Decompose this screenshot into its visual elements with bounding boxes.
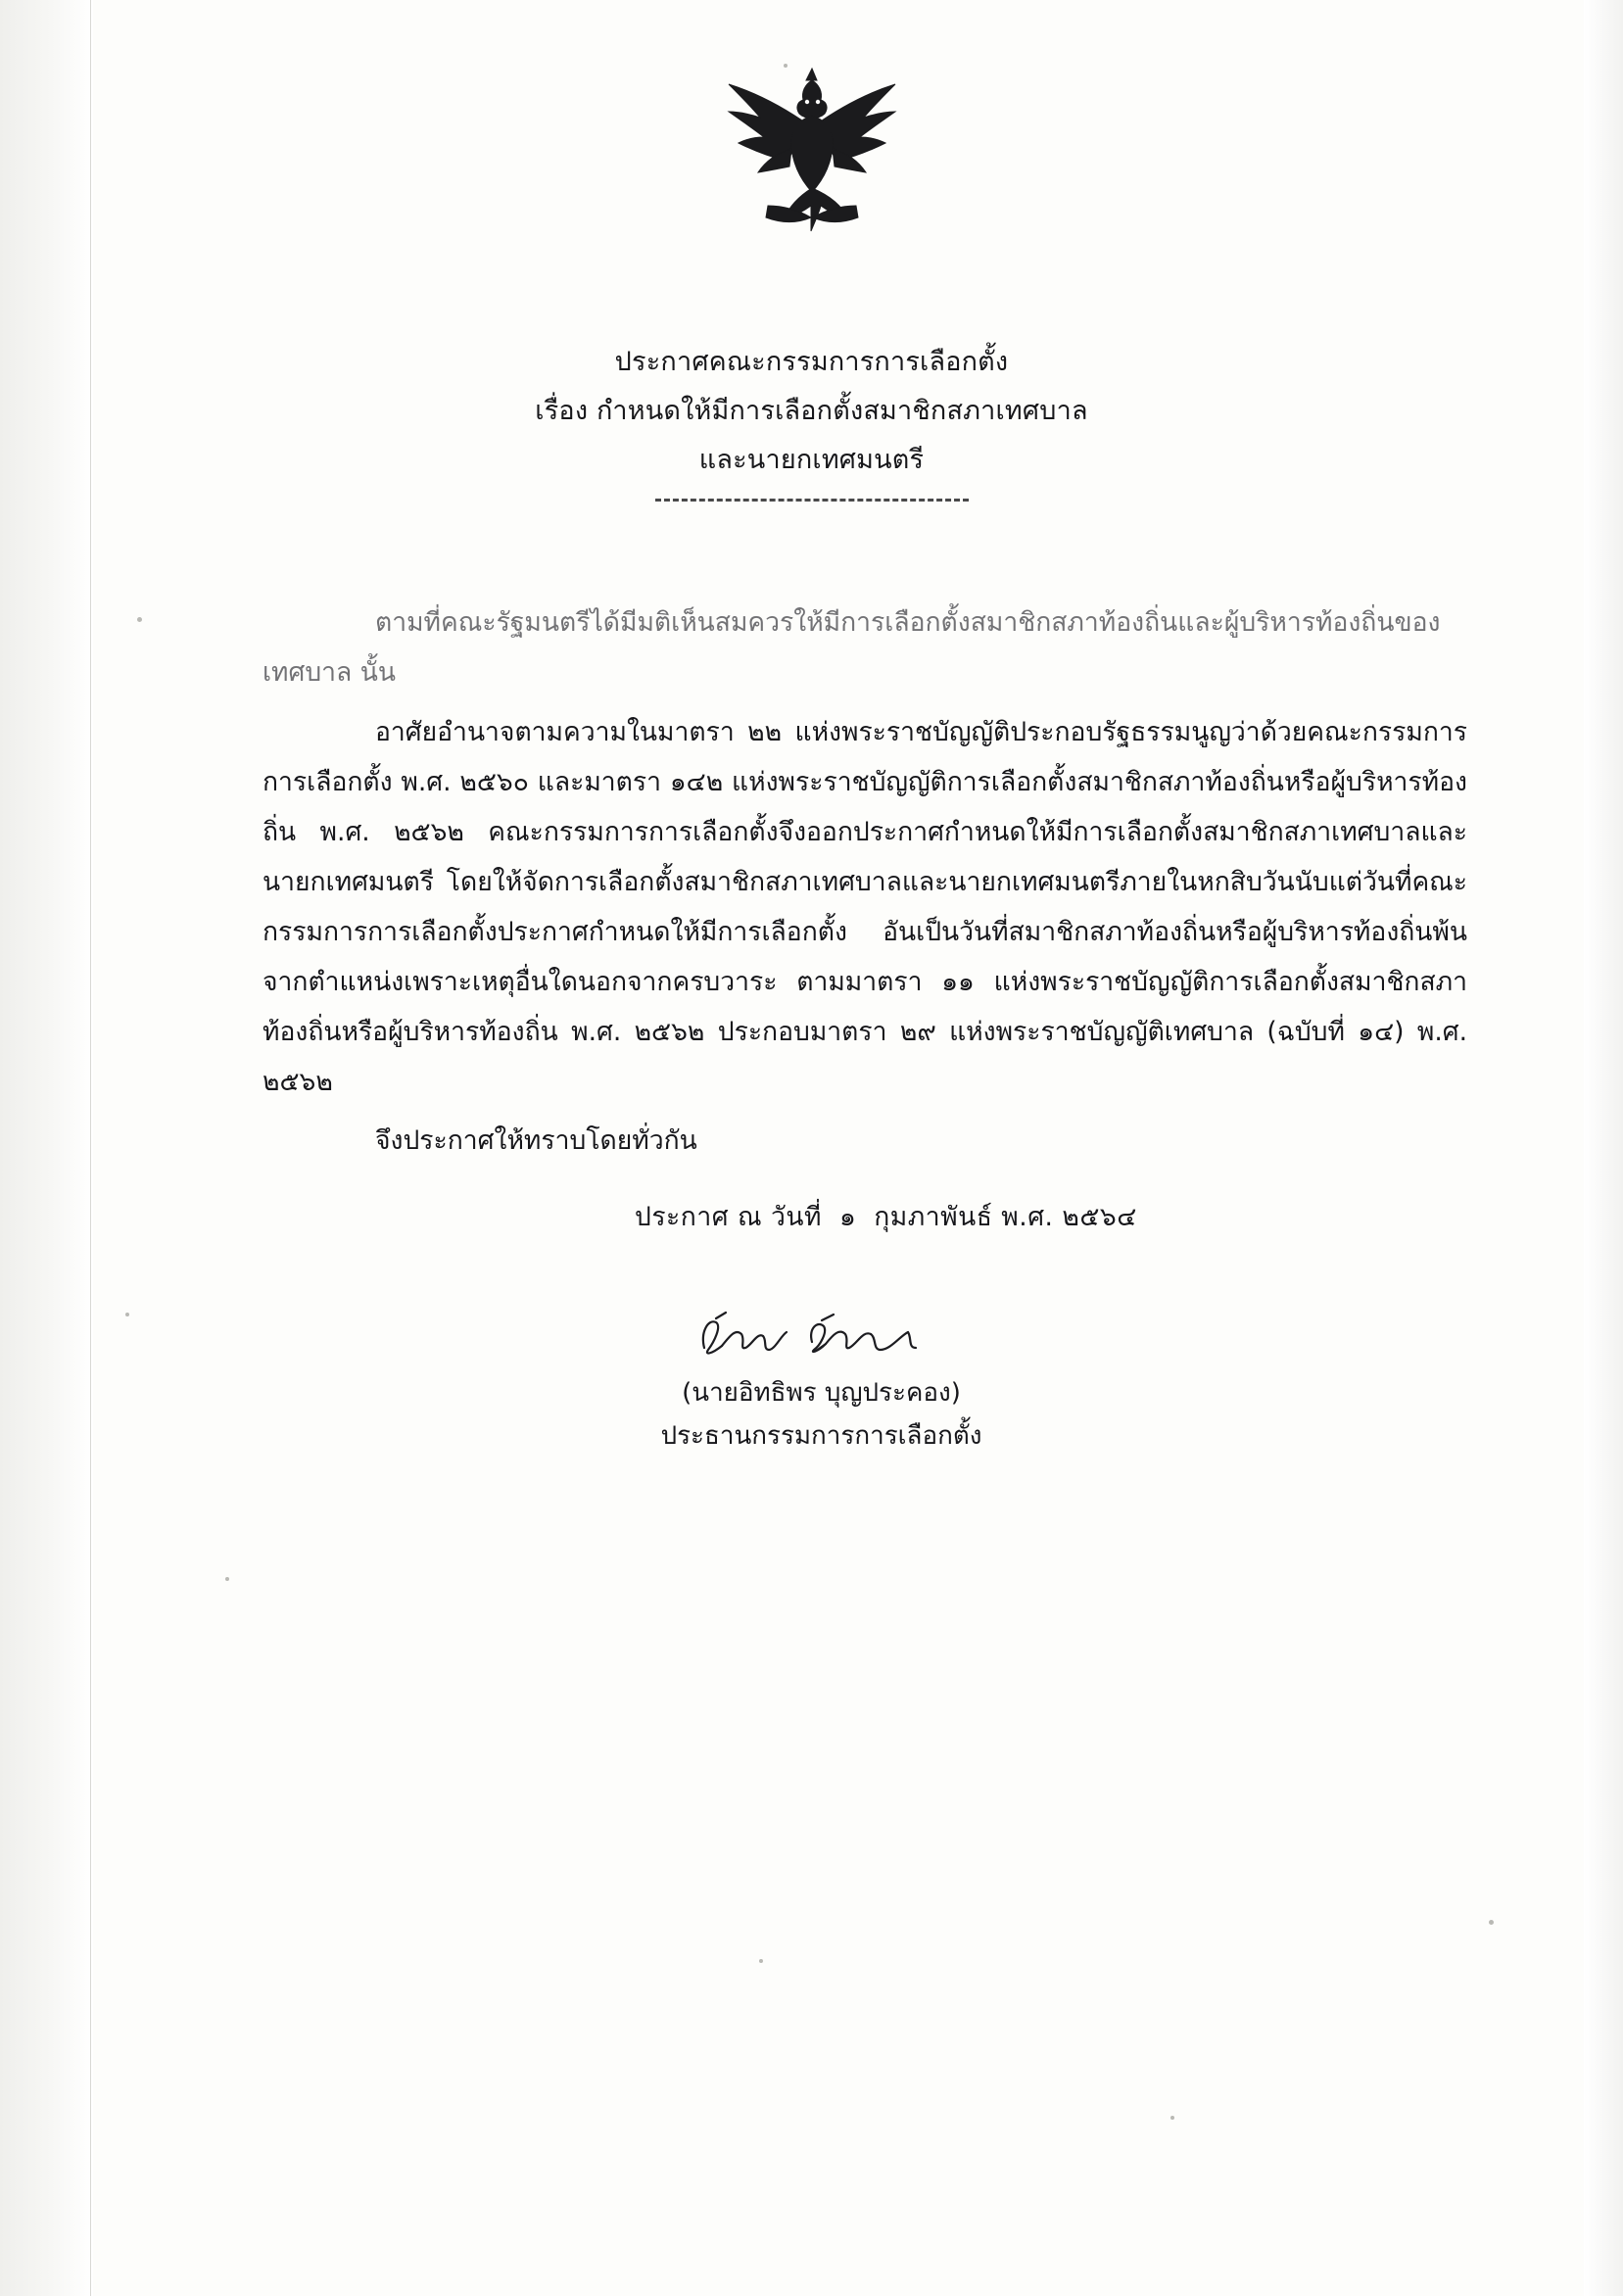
document-title-block bbox=[0, 338, 1623, 502]
closing-notice: จึงประกาศให้ทราบโดยทั่วกัน bbox=[375, 1125, 697, 1156]
paragraph-2-text: อาศัยอำนาจตามความในมาตรา ๒๒ แห่งพระราชบัญญัติประกอบรัฐธรรมนูญว่าด้วยคณะกรรมการการเลือกตั้ง พ.ศ. ๒๕๖๐ และมาตรา ๑๔๒ แห่งพระราชบัญญัติการเลือกตั้งสมาชิกสภาท้องถิ่นหรือผู้บริหารท้องถิ่น พ.ศ. ๒๕๖๒ คณะกรรมการการเลือกตั้งจึงออกประกาศกำหนดให้มีการเลือกตั้งสมาชิกสภาเทศบาลและนายกเทศมนตรี โดยให้จัดการเลือกตั้งสมาชิกสภาเทศบาลและนายกเทศมนตรีภายในหกสิบวันนับแต่วันที่คณะกรรมการการเลือกตั้งประกาศกำหนดให้มีการเลือกตั้ง อันเป็นวันที่สมาชิกสภาท้องถิ่นหรือผู้บริหารท้องถิ่นพ้นจากตำแหน่งเพราะเหตุอื่นใดนอกจากครบวาระ ตามมาตรา ๑๑ แห่งพระราชบัญญัติการเลือกตั้งสมาชิกสภาท้องถิ่นหรือผู้บริหารท้องถิ่น พ.ศ. ๒๕๖๒ ประกอบมาตรา ๒๙ แห่งพระราชบัญญัติเทศบาล (ฉบับที่ ๑๔) พ.ศ. ๒๕๖๒ bbox=[263, 717, 1467, 1097]
paragraph-2 bbox=[263, 707, 1467, 1107]
signer-role: ประธานกรรมการการเลือกตั้ง bbox=[660, 1421, 982, 1451]
signer-name: (นายอิทธิพร บุญประคอง) bbox=[682, 1378, 961, 1408]
title-divider bbox=[655, 499, 969, 502]
garuda-emblem bbox=[709, 59, 915, 245]
date-rest: กุมภาพันธ์ พ.ศ. ๒๕๖๔ bbox=[874, 1202, 1137, 1232]
document-closing bbox=[263, 1117, 1467, 1242]
paragraph-1-text: ตามที่คณะรัฐมนตรีได้มีมติเห็นสมควรให้มีการเลือกตั้งสมาชิกสภาท้องถิ่นและผู้บริหารท้องถิ่นของเทศบาล นั้น bbox=[263, 607, 1441, 688]
title-line-3: และนายกเทศมนตรี bbox=[698, 445, 925, 475]
title-line-1: ประกาศคณะกรรมการการเลือกตั้ง bbox=[614, 347, 1009, 377]
title-line-2: เรื่อง กำหนดให้มีการเลือกตั้งสมาชิกสภาเทศบาล bbox=[535, 396, 1088, 426]
handwritten-signature bbox=[0, 1303, 1623, 1371]
closing-date bbox=[263, 1193, 1467, 1242]
paragraph-1 bbox=[263, 598, 1467, 697]
document-body bbox=[263, 598, 1467, 1117]
date-day: ๑ bbox=[838, 1202, 857, 1232]
date-prefix: ประกาศ ณ วันที่ bbox=[635, 1202, 822, 1232]
signature-block bbox=[0, 1303, 1623, 1458]
